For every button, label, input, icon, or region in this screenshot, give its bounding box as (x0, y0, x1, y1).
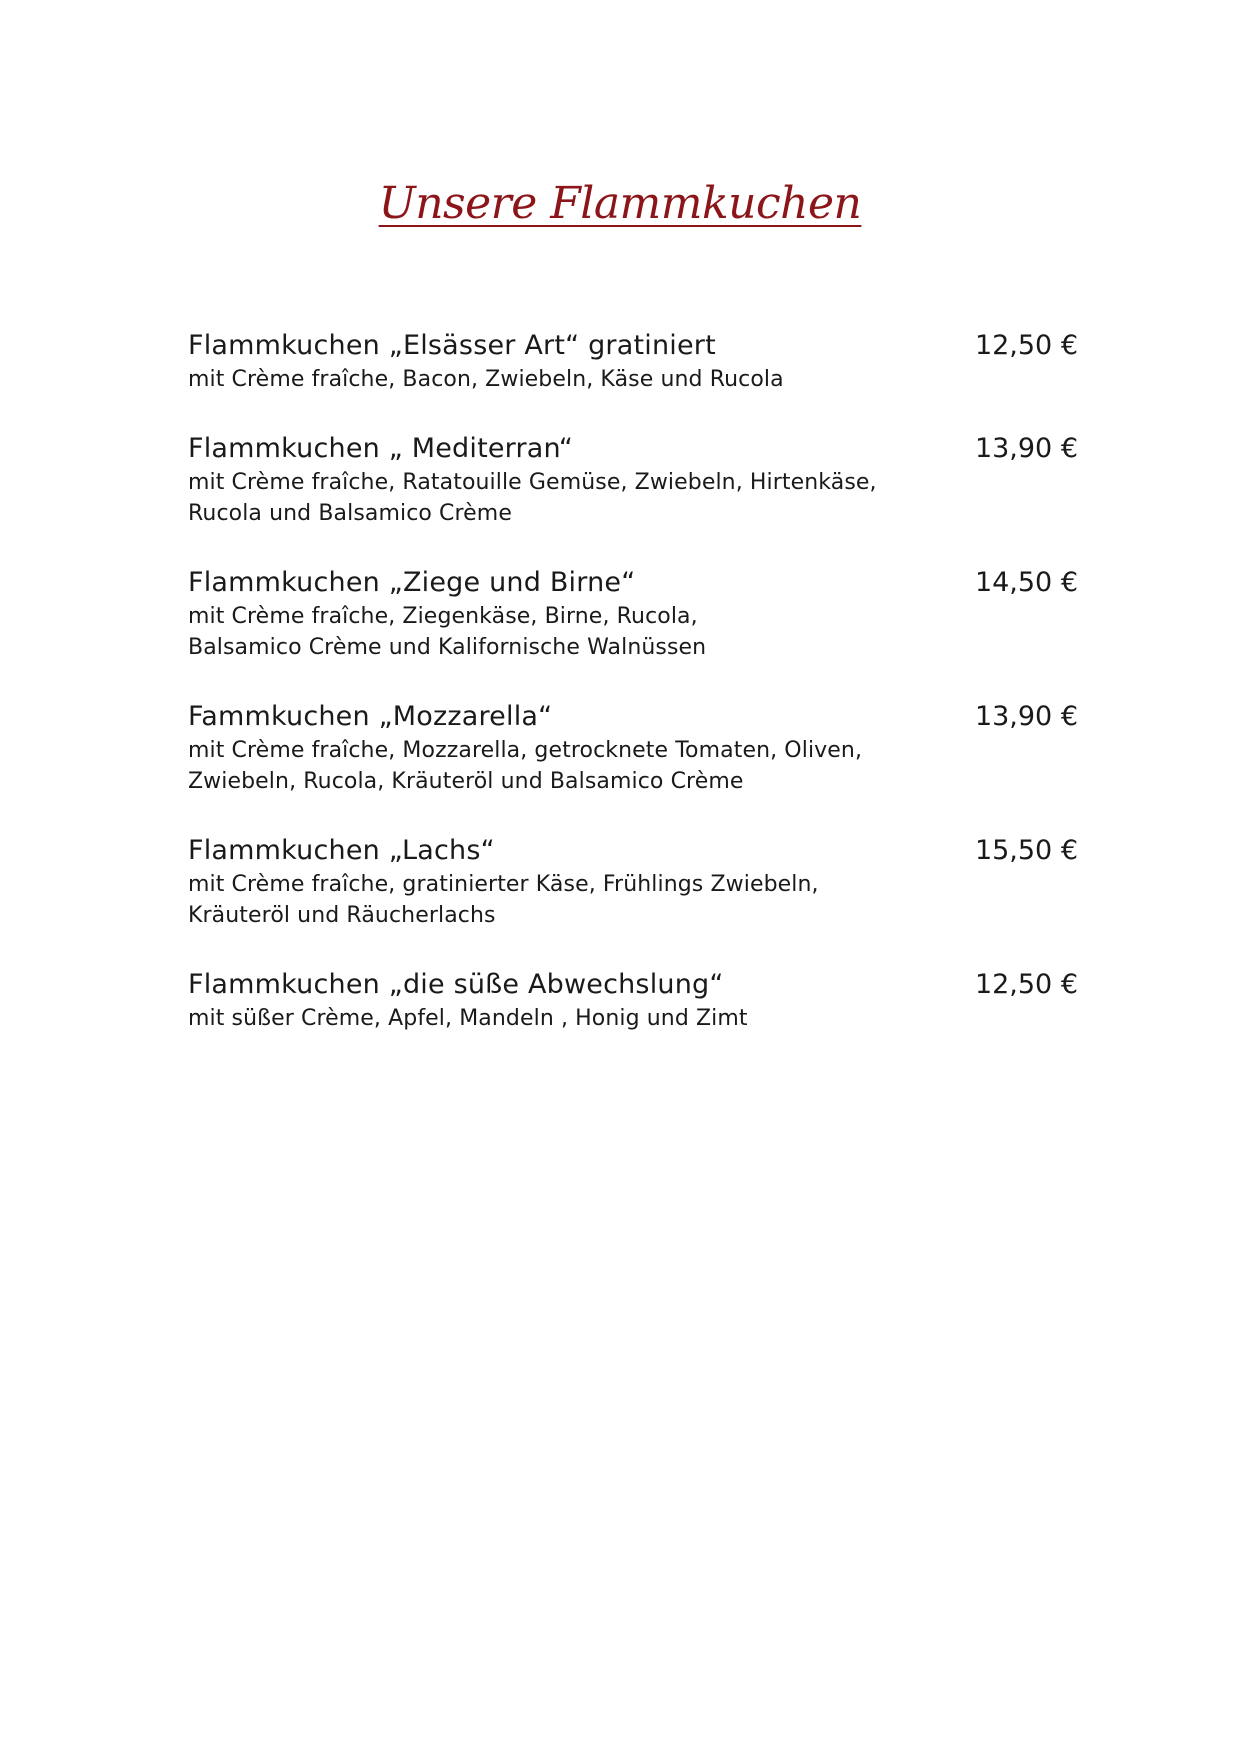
menu-item-description (188, 364, 928, 395)
menu-item-header (188, 967, 1078, 1003)
menu-item-description (188, 467, 928, 529)
menu-item-description-line: mit Crème fraîche, Ziegenkäse, Birne, Rucola, (188, 604, 698, 629)
menu-item-name: Flammkuchen „Ziege und Birne“ (188, 567, 636, 598)
menu-item-name: Flammkuchen „Lachs“ (188, 835, 495, 866)
menu-item (188, 565, 1078, 663)
menu-item-header (188, 833, 1078, 869)
menu-item-name: Flammkuchen „ Mediterran“ (188, 433, 574, 464)
menu-item-header (188, 431, 1078, 467)
page-title-text: Unsere Flammkuchen (378, 178, 862, 229)
menu-item-description (188, 601, 928, 663)
menu-item (188, 431, 1078, 529)
menu-item-price: 13,90 € (974, 701, 1078, 732)
menu-item-description-line: mit Crème fraîche, Mozzarella, getrocknete Tomaten, Oliven, (188, 738, 863, 763)
menu-item-price: 14,50 € (974, 567, 1078, 598)
menu-item-description-line: Rucola und Balsamico Crème (188, 501, 512, 526)
menu-item-description-line: mit Crème fraîche, gratinierter Käse, Frühlings Zwiebeln, (188, 872, 819, 897)
page-title (0, 178, 1240, 229)
menu-item-price: 12,50 € (974, 969, 1078, 1000)
menu-item-description-line: Kräuteröl und Räucherlachs (188, 903, 496, 928)
menu-item-header (188, 565, 1078, 601)
menu-item (188, 699, 1078, 797)
menu-item-price: 15,50 € (974, 835, 1078, 866)
menu-item-price: 13,90 € (974, 433, 1078, 464)
menu-item-header (188, 699, 1078, 735)
menu-item-description (188, 735, 928, 797)
menu-item-description-line: mit Crème fraîche, Ratatouille Gemüse, Zwiebeln, Hirtenkäse, (188, 470, 877, 495)
menu-item-description (188, 869, 928, 931)
menu-item-description-line: mit Crème fraîche, Bacon, Zwiebeln, Käse und Rucola (188, 367, 784, 392)
menu-item-description-line: Balsamico Crème und Kalifornische Walnüssen (188, 635, 707, 660)
menu-list (188, 328, 1078, 1070)
menu-item-name: Fammkuchen „Mozzarella“ (188, 701, 553, 732)
menu-item (188, 833, 1078, 931)
menu-item-header (188, 328, 1078, 364)
menu-item-price: 12,50 € (974, 330, 1078, 361)
menu-item-name: Flammkuchen „Elsässer Art“ gratiniert (188, 330, 716, 361)
menu-item-name: Flammkuchen „die süße Abwechslung“ (188, 969, 724, 1000)
menu-item (188, 328, 1078, 395)
menu-item-description (188, 1003, 928, 1034)
menu-item (188, 967, 1078, 1034)
menu-item-description-line: mit süßer Crème, Apfel, Mandeln , Honig und Zimt (188, 1006, 748, 1031)
menu-item-description-line: Zwiebeln, Rucola, Kräuteröl und Balsamico Crème (188, 769, 744, 794)
